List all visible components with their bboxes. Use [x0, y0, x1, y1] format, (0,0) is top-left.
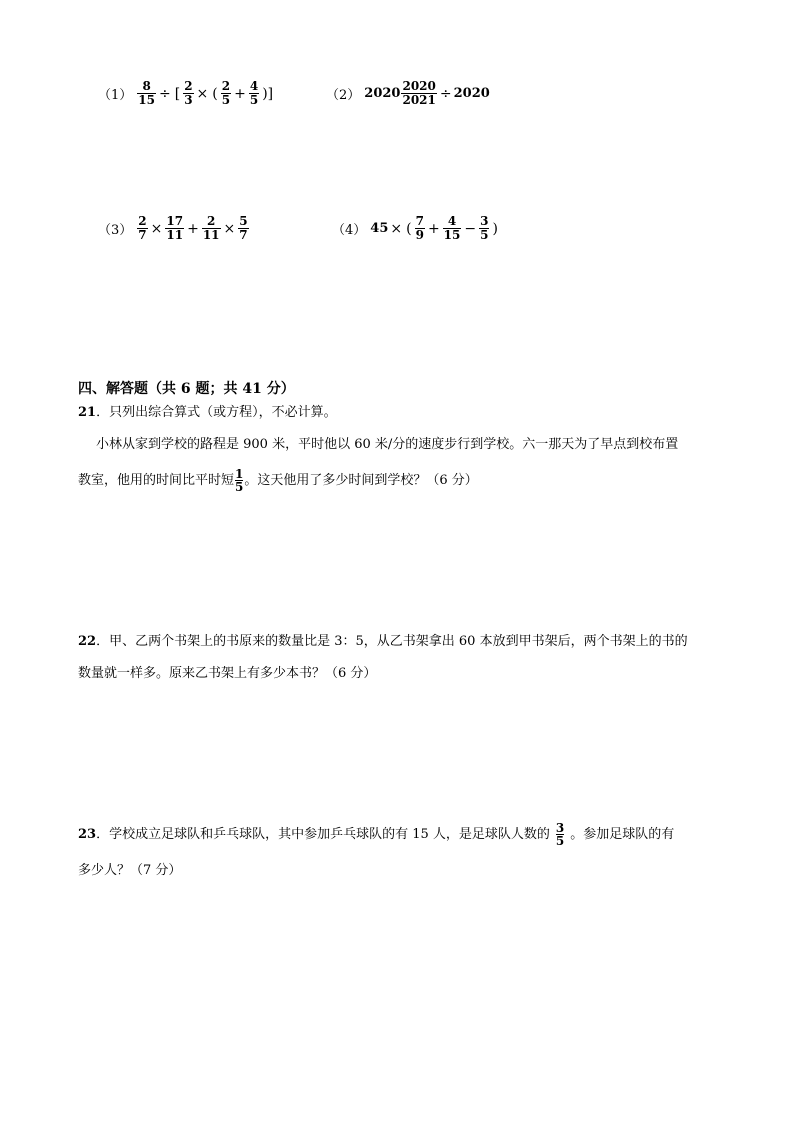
paren: (: [406, 220, 412, 237]
plus-sign: +: [187, 220, 199, 237]
multiply-sign: ×: [390, 220, 403, 237]
expression-1: [98, 80, 275, 107]
fraction: $\frac{3}{5}$: [555, 821, 565, 848]
fraction: $\frac{7}{9}$: [415, 214, 424, 242]
fraction: $\frac{2}{11}$: [202, 214, 220, 242]
question-number: 23: [78, 827, 97, 842]
paren: ): [492, 220, 498, 237]
multiply-sign: ×: [150, 220, 163, 237]
question-text: ．学校成立足球队和乒乓球队，其中参加乒乓球队的有 15 人，是足球队人数的: [96, 827, 550, 842]
bracket: [: [174, 85, 181, 102]
fraction: $\frac{4}{15}$: [443, 214, 461, 242]
question-23-line2: 多少人？（7 分）: [78, 863, 182, 878]
question-21-line1: 小林从家到学校的路程是 900 米，平时他以 60 米/分的速度步行到学校。六一那天为了早点到校布置: [96, 437, 679, 452]
question-number: 22: [78, 634, 97, 649]
minus-sign: −: [464, 220, 477, 237]
section-title: 四、解答题（共 6 题；共 41 分）: [78, 381, 295, 397]
divide-sign: ÷: [439, 85, 452, 102]
expression-label: （1）: [98, 88, 133, 103]
fraction: $\frac{2020}{2021}$: [402, 79, 436, 107]
expression-2: [326, 80, 490, 107]
bracket: )]: [262, 85, 274, 102]
fraction: $\frac{4}{5}$: [249, 79, 259, 107]
fraction: $\frac{3}{5}$: [480, 214, 489, 242]
question-23-line1: [78, 822, 674, 847]
fraction: $\frac{1}{5}$: [235, 467, 244, 494]
plus-sign: +: [234, 85, 246, 102]
number: 2020: [453, 86, 490, 101]
paren: (: [212, 85, 218, 102]
multiply-sign: ×: [196, 85, 209, 102]
question-text: ．只列出综合算式（或方程），不必计算。: [96, 405, 337, 420]
expression-label: （2）: [326, 88, 361, 103]
expression-3: [98, 215, 250, 242]
multiply-sign: ×: [223, 220, 236, 237]
question-22-line2: 数量就一样多。原来乙书架上有多少本书？（6 分）: [78, 666, 377, 681]
divide-sign: ÷: [158, 85, 171, 102]
number: 45: [370, 221, 389, 236]
expression-label: （3）: [98, 223, 133, 238]
question-text: ．甲、乙两个书架上的书原来的数量比是 3：5，从乙书架拿出 60 本放到甲书架后，两个书架上的书的: [96, 634, 688, 649]
fraction: $\frac{5}{7}$: [239, 214, 248, 242]
question-text: 教室，他用的时间比平时短: [78, 473, 235, 488]
expression-4: [332, 215, 500, 242]
question-22-line1: [78, 632, 688, 652]
question-number: 21: [78, 405, 97, 420]
fraction: $\frac{2}{7}$: [138, 214, 147, 242]
fraction: $\frac{2}{3}$: [184, 79, 193, 107]
question-21-intro: [78, 403, 337, 423]
fraction: $\frac{17}{11}$: [166, 214, 184, 242]
expression-label: （4）: [332, 223, 367, 238]
question-21-line2: [78, 468, 478, 493]
question-text: 。这天他用了多少时间到学校？（6 分）: [244, 473, 478, 488]
fraction: $\frac{2}{5}$: [221, 79, 231, 107]
plus-sign: +: [427, 220, 440, 237]
whole-number: 2020: [364, 86, 401, 101]
question-text: 。参加足球队的有: [570, 827, 675, 842]
fraction: $\frac{8}{15}$: [138, 79, 155, 107]
